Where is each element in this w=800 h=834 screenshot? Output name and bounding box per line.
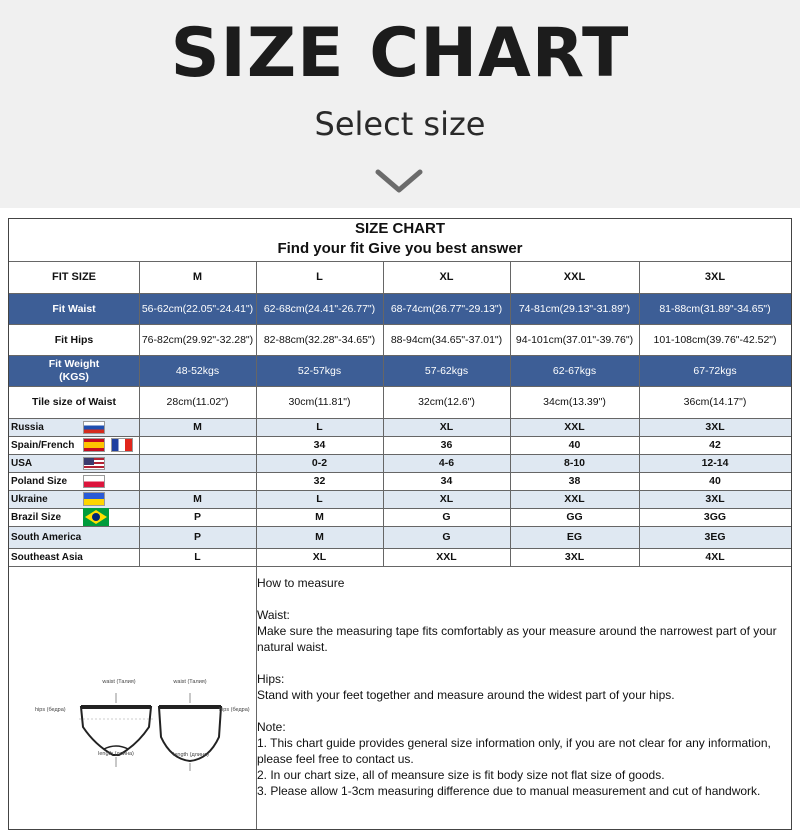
table-cell: 67-72kgs — [693, 364, 737, 377]
table-cell: G — [442, 511, 451, 523]
table-cell: XL — [312, 551, 327, 563]
row-label-brazil: Brazil Size — [11, 511, 62, 523]
table-cell: 40 — [568, 439, 581, 451]
table-cell: 36cm(14.17") — [683, 396, 747, 408]
russia-flag-icon — [83, 421, 105, 434]
row-label-ukraine: Ukraine — [11, 493, 48, 505]
table-cell: 81-88cm(31.89"-34.65") — [659, 302, 771, 315]
col-header-xxl: XXL — [563, 271, 586, 283]
table-cell: M — [193, 493, 202, 505]
table-cell: XL — [439, 493, 454, 505]
table-cell: XXL — [564, 493, 585, 505]
table-cell: 3XL — [564, 551, 585, 563]
table-cell: EG — [566, 531, 583, 543]
table-cell: M — [315, 511, 324, 523]
row-label-fit-hips: Fit Hips — [54, 333, 94, 346]
table-cell: 42 — [709, 439, 721, 451]
spain-flag-icon — [83, 438, 105, 452]
length-label-right: length (длина) — [173, 752, 209, 758]
table-cell: 57-62kgs — [424, 364, 469, 377]
hips-text: Stand with your feet together and measure around the widest part of your hips. — [257, 688, 675, 702]
ukraine-flag-icon — [83, 492, 105, 506]
table-title: SIZE CHART — [355, 220, 445, 237]
table-cell: XXL — [564, 421, 585, 433]
row-label-fit-weight: Fit Weight (KGS) — [48, 357, 100, 383]
hips-label-right: hips (бедра) — [219, 707, 250, 713]
measure-instructions — [257, 575, 787, 799]
table-cell: L — [194, 551, 201, 563]
table-cell: 52-57kgs — [297, 364, 342, 377]
table-cell: 68-74cm(26.77"-29.13") — [390, 302, 503, 315]
table-subtitle: Find your fit Give you best answer — [277, 240, 523, 257]
table-cell: 4XL — [705, 551, 725, 563]
table-cell: 76-82cm(29.92"-32.28") — [141, 333, 254, 346]
hips-title: Hips: — [257, 672, 285, 686]
row-label-russia: Russia — [11, 421, 44, 433]
table-cell: L — [316, 421, 323, 433]
table-cell: 30cm(11.81") — [288, 396, 351, 408]
table-cell: 34cm(13.39") — [543, 396, 606, 408]
measurement-diagram — [9, 567, 255, 829]
header-banner — [0, 0, 800, 208]
table-cell: 3XL — [705, 493, 725, 505]
table-cell: 8-10 — [563, 457, 585, 469]
row-label-spain-french: Spain/French — [11, 439, 75, 451]
note-2: 2. In our chart size, all of meansure size is fit body size not flat size of goods. — [257, 768, 665, 782]
table-cell: 3EG — [704, 531, 726, 543]
table-cell: 56-62cm(22.05"-24.41") — [141, 302, 254, 315]
row-label-south-america: South America — [11, 531, 82, 543]
table-cell: XL — [439, 421, 454, 433]
note-1: 1. This chart guide provides general size information only, if you are not clear for any information, please feel free to contact us. — [257, 736, 771, 766]
table-cell — [139, 472, 256, 490]
table-cell: 32 — [313, 475, 326, 487]
row-label-tile-waist: Tile size of Waist — [31, 396, 117, 408]
table-cell: 48-52kgs — [175, 364, 220, 377]
note-3: 3. Please allow 1-3cm measuring difference due to manual measurement and cut of handwork. — [257, 784, 761, 798]
table-cell: 62-68cm(24.41"-26.77") — [263, 302, 376, 315]
table-cell: 28cm(11.02") — [166, 396, 229, 408]
table-cell: 88-94cm(34.65"-37.01") — [390, 333, 503, 346]
table-cell: GG — [566, 511, 583, 523]
usa-flag-icon — [83, 457, 105, 470]
table-cell: 4-6 — [438, 457, 455, 469]
page-title: SIZE CHART — [170, 14, 630, 93]
table-cell — [139, 454, 256, 472]
table-cell: 0-2 — [311, 457, 328, 469]
table-cell: 101-108cm(39.76"-42.52") — [653, 333, 777, 346]
table-cell: 94-101cm(37.01"-39.76") — [515, 333, 634, 346]
col-header-xl: XL — [439, 271, 454, 283]
table-cell: 38 — [568, 475, 581, 487]
table-cell: P — [193, 531, 201, 543]
table-cell: P — [193, 511, 201, 523]
waist-label-right: waist (Талия) — [173, 679, 207, 685]
table-cell: 34 — [313, 439, 326, 451]
table-cell: XXL — [436, 551, 457, 563]
col-header-m: M — [192, 271, 203, 283]
table-cell: 82-88cm(32.28"-34.65") — [263, 333, 376, 346]
table-cell: 3XL — [705, 421, 725, 433]
table-cell: G — [442, 531, 451, 543]
table-cell: 12-14 — [701, 457, 729, 469]
table-cell: 32cm(12.6") — [418, 396, 475, 408]
hips-label-left: hips (бедра) — [35, 707, 66, 713]
waist-label-left: waist (Талия) — [102, 679, 136, 685]
notes-heading: How to measure — [257, 576, 345, 590]
table-cell: 62-67kgs — [552, 364, 597, 377]
table-cell — [139, 436, 256, 454]
table-cell: 74-81cm(29.13"-31.89") — [518, 302, 631, 315]
row-label-poland: Poland Size — [11, 475, 68, 487]
col-header-fit-size: FIT SIZE — [52, 271, 96, 283]
table-cell: 40 — [709, 475, 721, 487]
col-header-l: L — [316, 271, 323, 283]
row-label-southeast-asia: Southeast Asia — [11, 551, 83, 563]
row-label-fit-waist: Fit Waist — [52, 302, 96, 315]
table-cell: 36 — [440, 439, 453, 451]
table-cell: M — [193, 421, 202, 433]
table-cell: 34 — [440, 475, 453, 487]
row-label-usa: USA — [11, 457, 33, 469]
note-title: Note: — [257, 720, 286, 734]
table-cell: L — [316, 493, 323, 505]
col-header-3xl: 3XL — [704, 271, 726, 283]
page-subtitle: Select size — [314, 105, 486, 143]
length-label-left: length (длина) — [98, 751, 134, 757]
chevron-down-icon — [374, 168, 424, 196]
waist-title: Waist: — [257, 608, 290, 622]
table-cell: M — [315, 531, 324, 543]
size-chart-table — [8, 218, 792, 830]
poland-flag-icon — [83, 475, 105, 488]
france-flag-icon — [111, 438, 133, 452]
waist-text: Make sure the measuring tape fits comfortably as your measure around the narrowest part of your natural waist. — [257, 624, 777, 654]
table-cell: 3GG — [703, 511, 727, 523]
brazil-flag-icon — [83, 508, 109, 526]
